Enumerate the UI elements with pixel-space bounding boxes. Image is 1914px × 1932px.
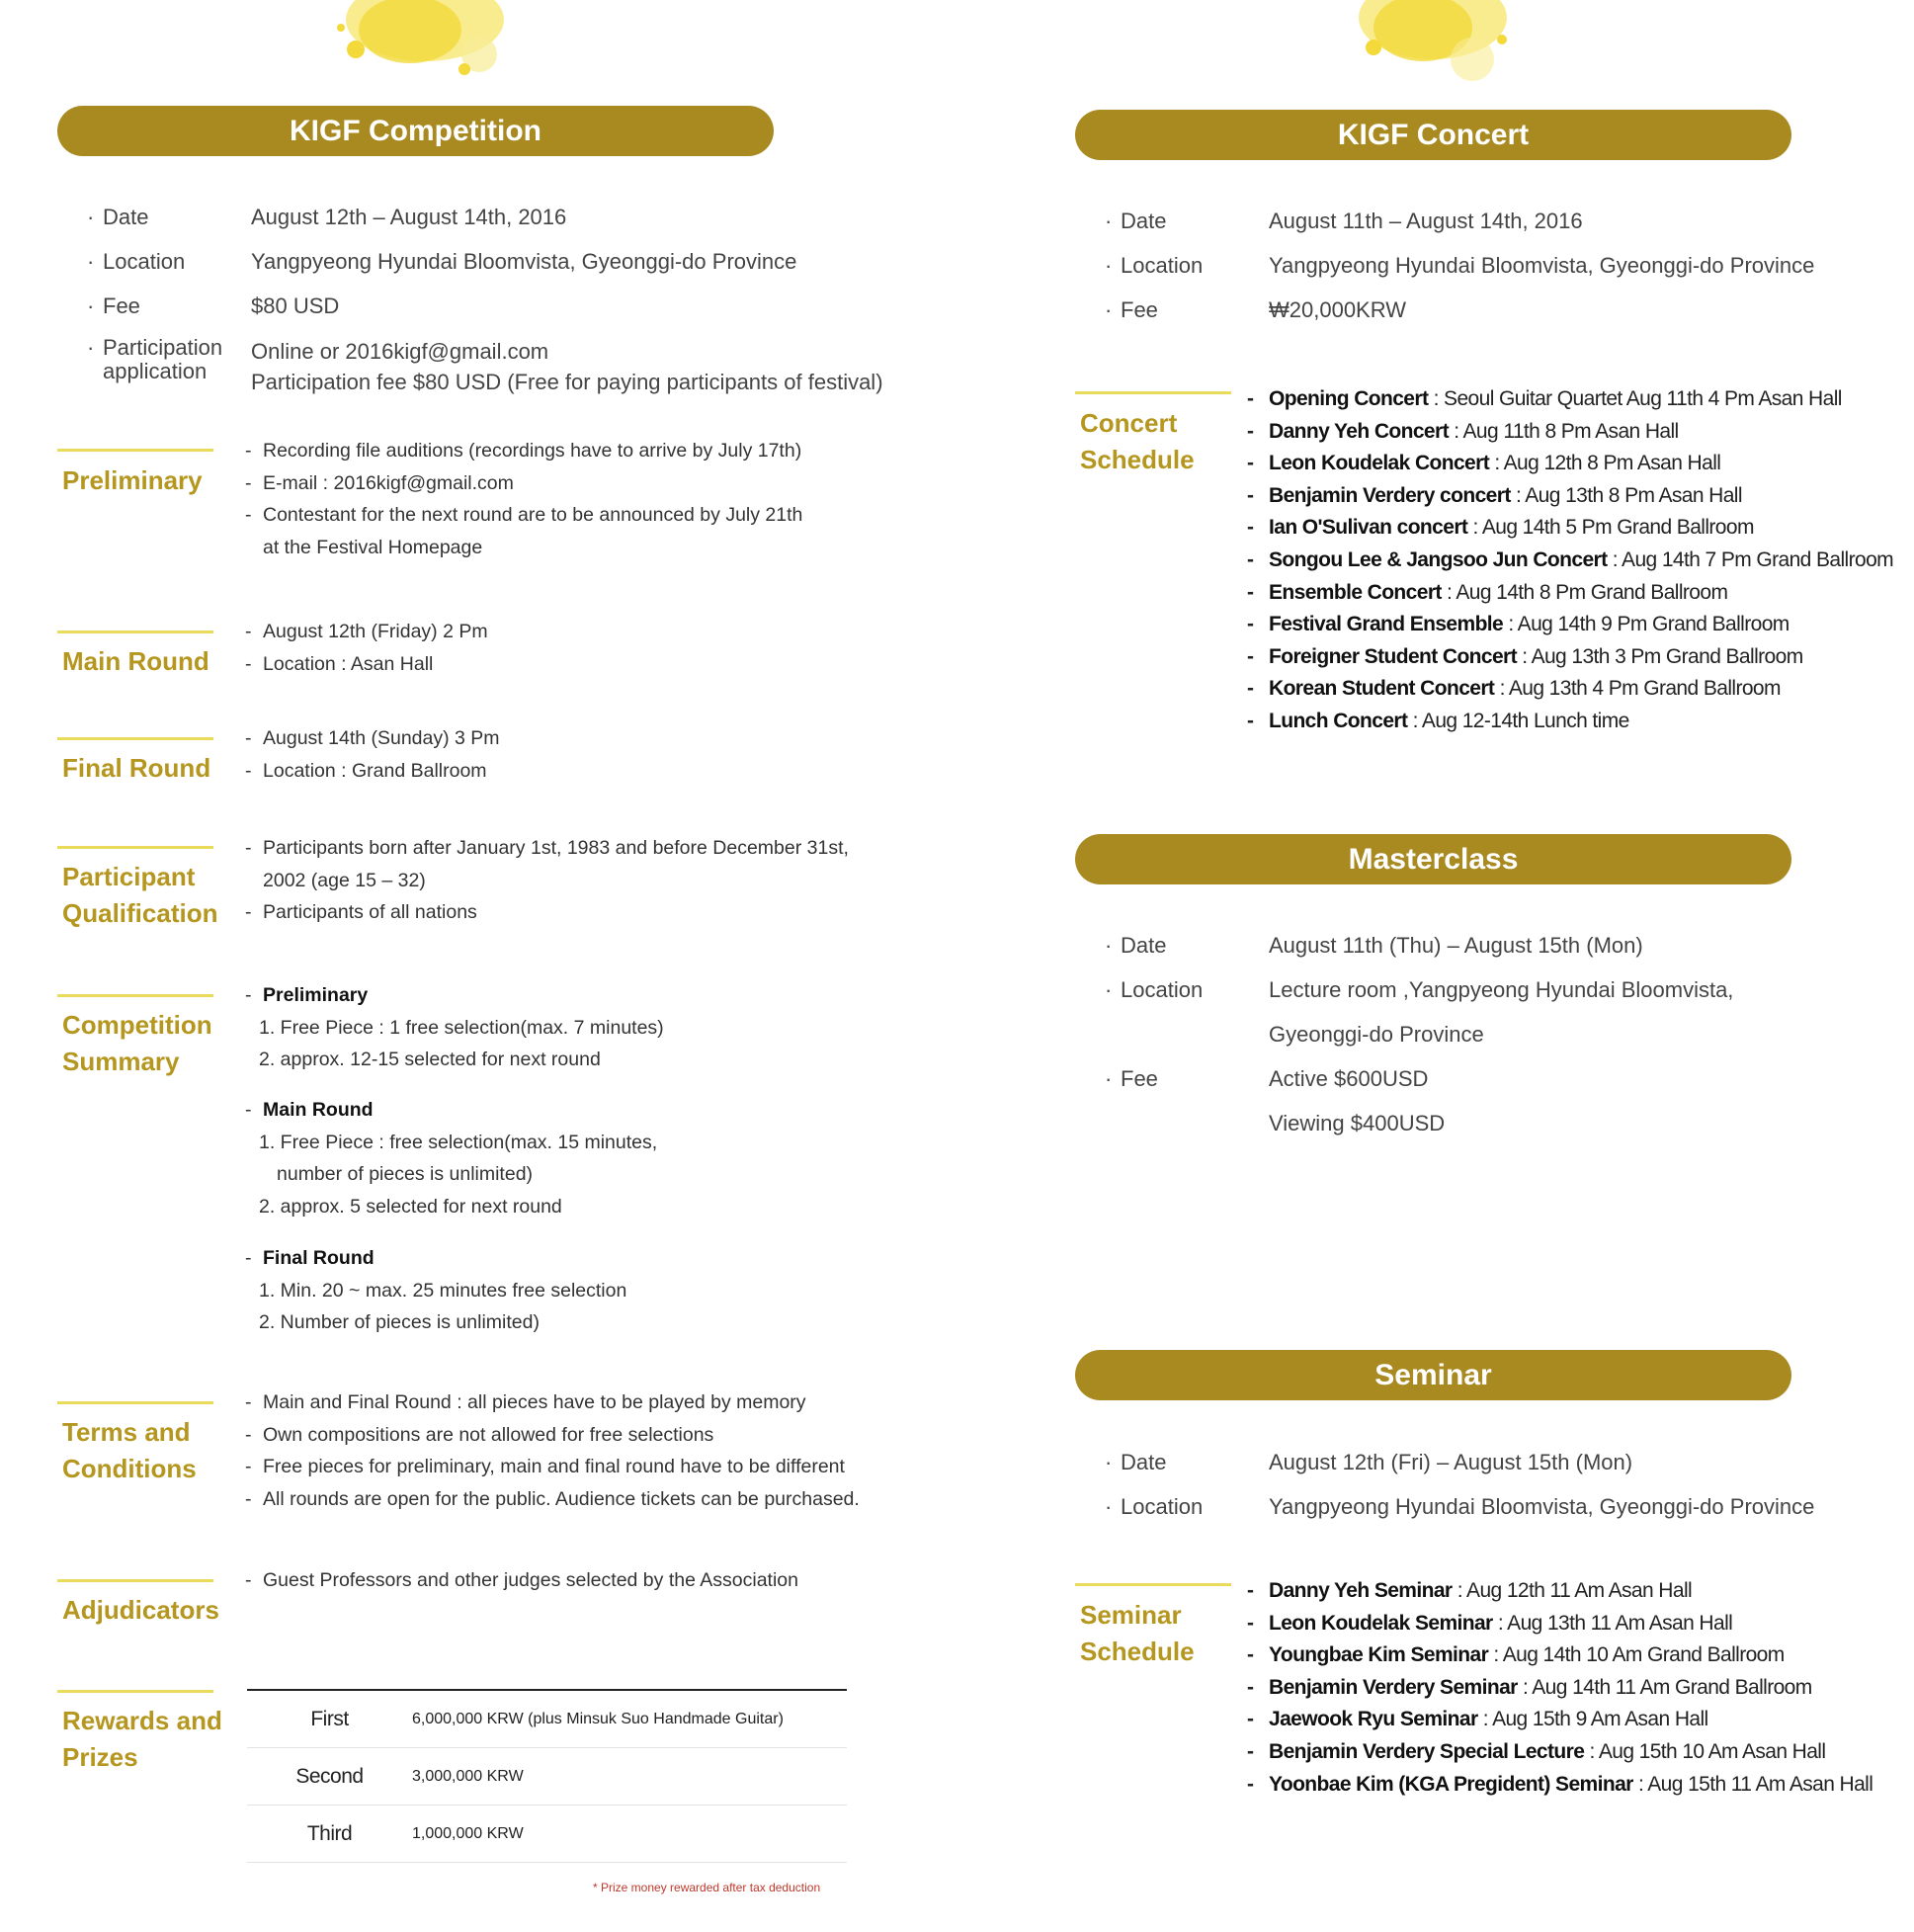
- list-item: - Ensemble Concert : Aug 14th 8 Pm Grand Ballroom: [1247, 577, 1893, 610]
- masterclass-date-label: · Date: [1121, 923, 1166, 967]
- qualification-list: - Participants born after January 1st, 1983 and before December 31st, 2002 (age 15 – 32) - Participants of all nations: [245, 832, 849, 929]
- list-item: - Benjamin Verdery Seminar : Aug 14th 11 Am Grand Ballroom: [1247, 1672, 1872, 1705]
- list-item: - Songou Lee & Jangsoo Jun Concert : Aug 14th 7 Pm Grand Ballroom: [1247, 545, 1893, 577]
- seminar-schedule-title: Seminar Schedule: [1080, 1600, 1195, 1666]
- masterclass-location-value-2: Gyeonggi-do Province: [1269, 1022, 1484, 1047]
- terms-list: - Main and Final Round : all pieces have to be played by memory - Own compositions are not allowed for free selections - Free pieces for preliminary, main and final round have to be different - All rounds are open for the public. Audience tickets can be purchased.: [245, 1386, 860, 1515]
- concert-fee-value: ₩20,000KRW: [1269, 297, 1406, 322]
- preliminary-list: - Recording file auditions (recordings have to arrive by July 17th) - E-mail : 2016kigf@gmail.com - Contestant for the next round are to be announced by July 21th at the Festival Homepage: [245, 435, 802, 563]
- list-item: - Danny Yeh Concert : Aug 11th 8 Pm Asan Hall: [1247, 416, 1893, 449]
- concert-header: KIGF Concert: [1075, 110, 1791, 160]
- participation-value: Online or 2016kigf@gmail.com Participation fee $80 USD (Free for paying participants of festival): [251, 339, 883, 394]
- concert-location-label: · Location: [1121, 243, 1203, 288]
- concert-schedule-divider: [1075, 391, 1231, 394]
- table-row: Third 1,000,000 KRW: [247, 1806, 847, 1863]
- competition-fee-label: · Fee: [103, 284, 140, 328]
- masterclass-location-label: · Location: [1121, 967, 1203, 1012]
- masterclass-location-value: Lecture room ,Yangpyeong Hyundai Bloomvista,: [1269, 977, 1734, 1002]
- main-round-divider: [57, 630, 213, 633]
- concert-schedule-title: Concert Schedule: [1080, 408, 1195, 474]
- seminar-schedule-divider: [1075, 1583, 1231, 1586]
- summary-main-round: - Main Round 1. Free Piece : free selection(max. 15 minutes, number of pieces is unlimited) 2. approx. 5 selected for next round: [245, 1094, 657, 1222]
- list-item: - Foreigner Student Concert : Aug 13th 3 Pm Grand Ballroom: [1247, 641, 1893, 674]
- concert-location-value: Yangpyeong Hyundai Bloomvista, Gyeonggi-do Province: [1269, 253, 1815, 278]
- competition-location-label: · Location: [103, 239, 185, 284]
- rewards-table: [247, 1691, 847, 1863]
- seminar-info: [1121, 1440, 1891, 1529]
- competition-header: KIGF Competition: [57, 106, 774, 156]
- seminar-schedule-list: [1247, 1575, 1872, 1801]
- final-round-title: Final Round: [62, 753, 211, 783]
- qualification-divider: [57, 846, 213, 849]
- list-item: - Youngbae Kim Seminar : Aug 14th 10 Am Grand Ballroom: [1247, 1639, 1872, 1672]
- main-round-title: Main Round: [62, 646, 209, 676]
- masterclass-date-value: August 11th (Thu) – August 15th (Mon): [1269, 933, 1643, 958]
- competition-info: [103, 195, 893, 328]
- list-item: - Jaewook Ryu Seminar : Aug 15th 9 Am Asan Hall: [1247, 1704, 1872, 1736]
- yellow-splash-left: [316, 0, 534, 84]
- list-item: - Opening Concert : Seoul Guitar Quartet Aug 11th 4 Pm Asan Hall: [1247, 383, 1893, 416]
- summary-preliminary: - Preliminary 1. Free Piece : 1 free selection(max. 7 minutes) 2. approx. 12-15 selected for next round: [245, 979, 664, 1076]
- prize-note: * Prize money rewarded after tax deduction: [593, 1881, 821, 1894]
- rewards-divider: [57, 1690, 213, 1693]
- seminar-date-label: · Date: [1121, 1440, 1166, 1484]
- list-item: - Festival Grand Ensemble : Aug 14th 9 Pm Grand Ballroom: [1247, 609, 1893, 641]
- list-item: - Benjamin Verdery Special Lecture : Aug 15th 10 Am Asan Hall: [1247, 1736, 1872, 1769]
- terms-divider: [57, 1401, 213, 1404]
- list-item: - Leon Koudelak Concert : Aug 12th 8 Pm Asan Hall: [1247, 448, 1893, 480]
- adjudicators-title: Adjudicators: [62, 1595, 219, 1625]
- seminar-location-value: Yangpyeong Hyundai Bloomvista, Gyeonggi-do Province: [1269, 1494, 1815, 1519]
- final-round-divider: [57, 737, 213, 740]
- competition-location-value: Yangpyeong Hyundai Bloomvista, Gyeonggi-do Province: [251, 249, 797, 274]
- seminar-location-label: · Location: [1121, 1484, 1203, 1529]
- table-row: Second 3,000,000 KRW: [247, 1748, 847, 1806]
- list-item: - Benjamin Verdery concert : Aug 13th 8 Pm Asan Hall: [1247, 480, 1893, 513]
- preliminary-divider: [57, 449, 213, 452]
- concert-schedule-list: [1247, 383, 1893, 738]
- concert-date-value: August 11th – August 14th, 2016: [1269, 209, 1583, 233]
- rewards-title: Rewards and Prizes: [62, 1706, 222, 1772]
- preliminary-title: Preliminary: [62, 465, 203, 495]
- participation-label: · Participation application: [87, 335, 223, 383]
- list-item: - Ian O'Sulivan concert : Aug 14th 5 Pm Grand Ballroom: [1247, 512, 1893, 545]
- list-item: - Korean Student Concert : Aug 13th 4 Pm Grand Ballroom: [1247, 673, 1893, 706]
- masterclass-header: Masterclass: [1075, 834, 1791, 884]
- concert-date-label: · Date: [1121, 199, 1166, 243]
- seminar-header: Seminar: [1075, 1350, 1791, 1400]
- concert-info: [1121, 199, 1891, 332]
- summary-final-round: - Final Round 1. Min. 20 ~ max. 25 minutes free selection 2. Number of pieces is unlimited): [245, 1242, 626, 1339]
- summary-title: Competition Summary: [62, 1010, 212, 1076]
- list-item: - Leon Koudelak Seminar : Aug 13th 11 Am Asan Hall: [1247, 1608, 1872, 1640]
- list-item: - Yoonbae Kim (KGA Pregident) Seminar : Aug 15th 11 Am Asan Hall: [1247, 1769, 1872, 1802]
- concert-fee-label: · Fee: [1121, 288, 1158, 332]
- masterclass-fee-label: · Fee: [1121, 1056, 1158, 1101]
- seminar-date-value: August 12th (Fri) – August 15th (Mon): [1269, 1450, 1633, 1474]
- competition-date-label: · Date: [103, 195, 148, 239]
- terms-title: Terms and Conditions: [62, 1417, 197, 1483]
- competition-date-value: August 12th – August 14th, 2016: [251, 205, 567, 229]
- competition-fee-value: $80 USD: [251, 294, 340, 318]
- table-row: First 6,000,000 KRW (plus Minsuk Suo Handmade Guitar): [247, 1691, 847, 1748]
- adjudicators-list: - Guest Professors and other judges selected by the Association: [245, 1564, 798, 1597]
- list-item: - Danny Yeh Seminar : Aug 12th 11 Am Asan Hall: [1247, 1575, 1872, 1608]
- masterclass-fee-active: Active $600USD: [1269, 1066, 1429, 1091]
- yellow-splash-right: [1334, 0, 1551, 89]
- main-round-list: - August 12th (Friday) 2 Pm - Location : Asan Hall: [245, 616, 488, 680]
- masterclass-info: [1121, 923, 1891, 1145]
- final-round-list: - August 14th (Sunday) 3 Pm - Location : Grand Ballroom: [245, 722, 500, 787]
- qualification-title: Participant Qualification: [62, 862, 218, 928]
- adjudicators-divider: [57, 1579, 213, 1582]
- summary-divider: [57, 994, 213, 997]
- masterclass-fee-viewing: Viewing $400USD: [1269, 1111, 1446, 1135]
- list-item: - Lunch Concert : Aug 12-14th Lunch time: [1247, 706, 1893, 738]
